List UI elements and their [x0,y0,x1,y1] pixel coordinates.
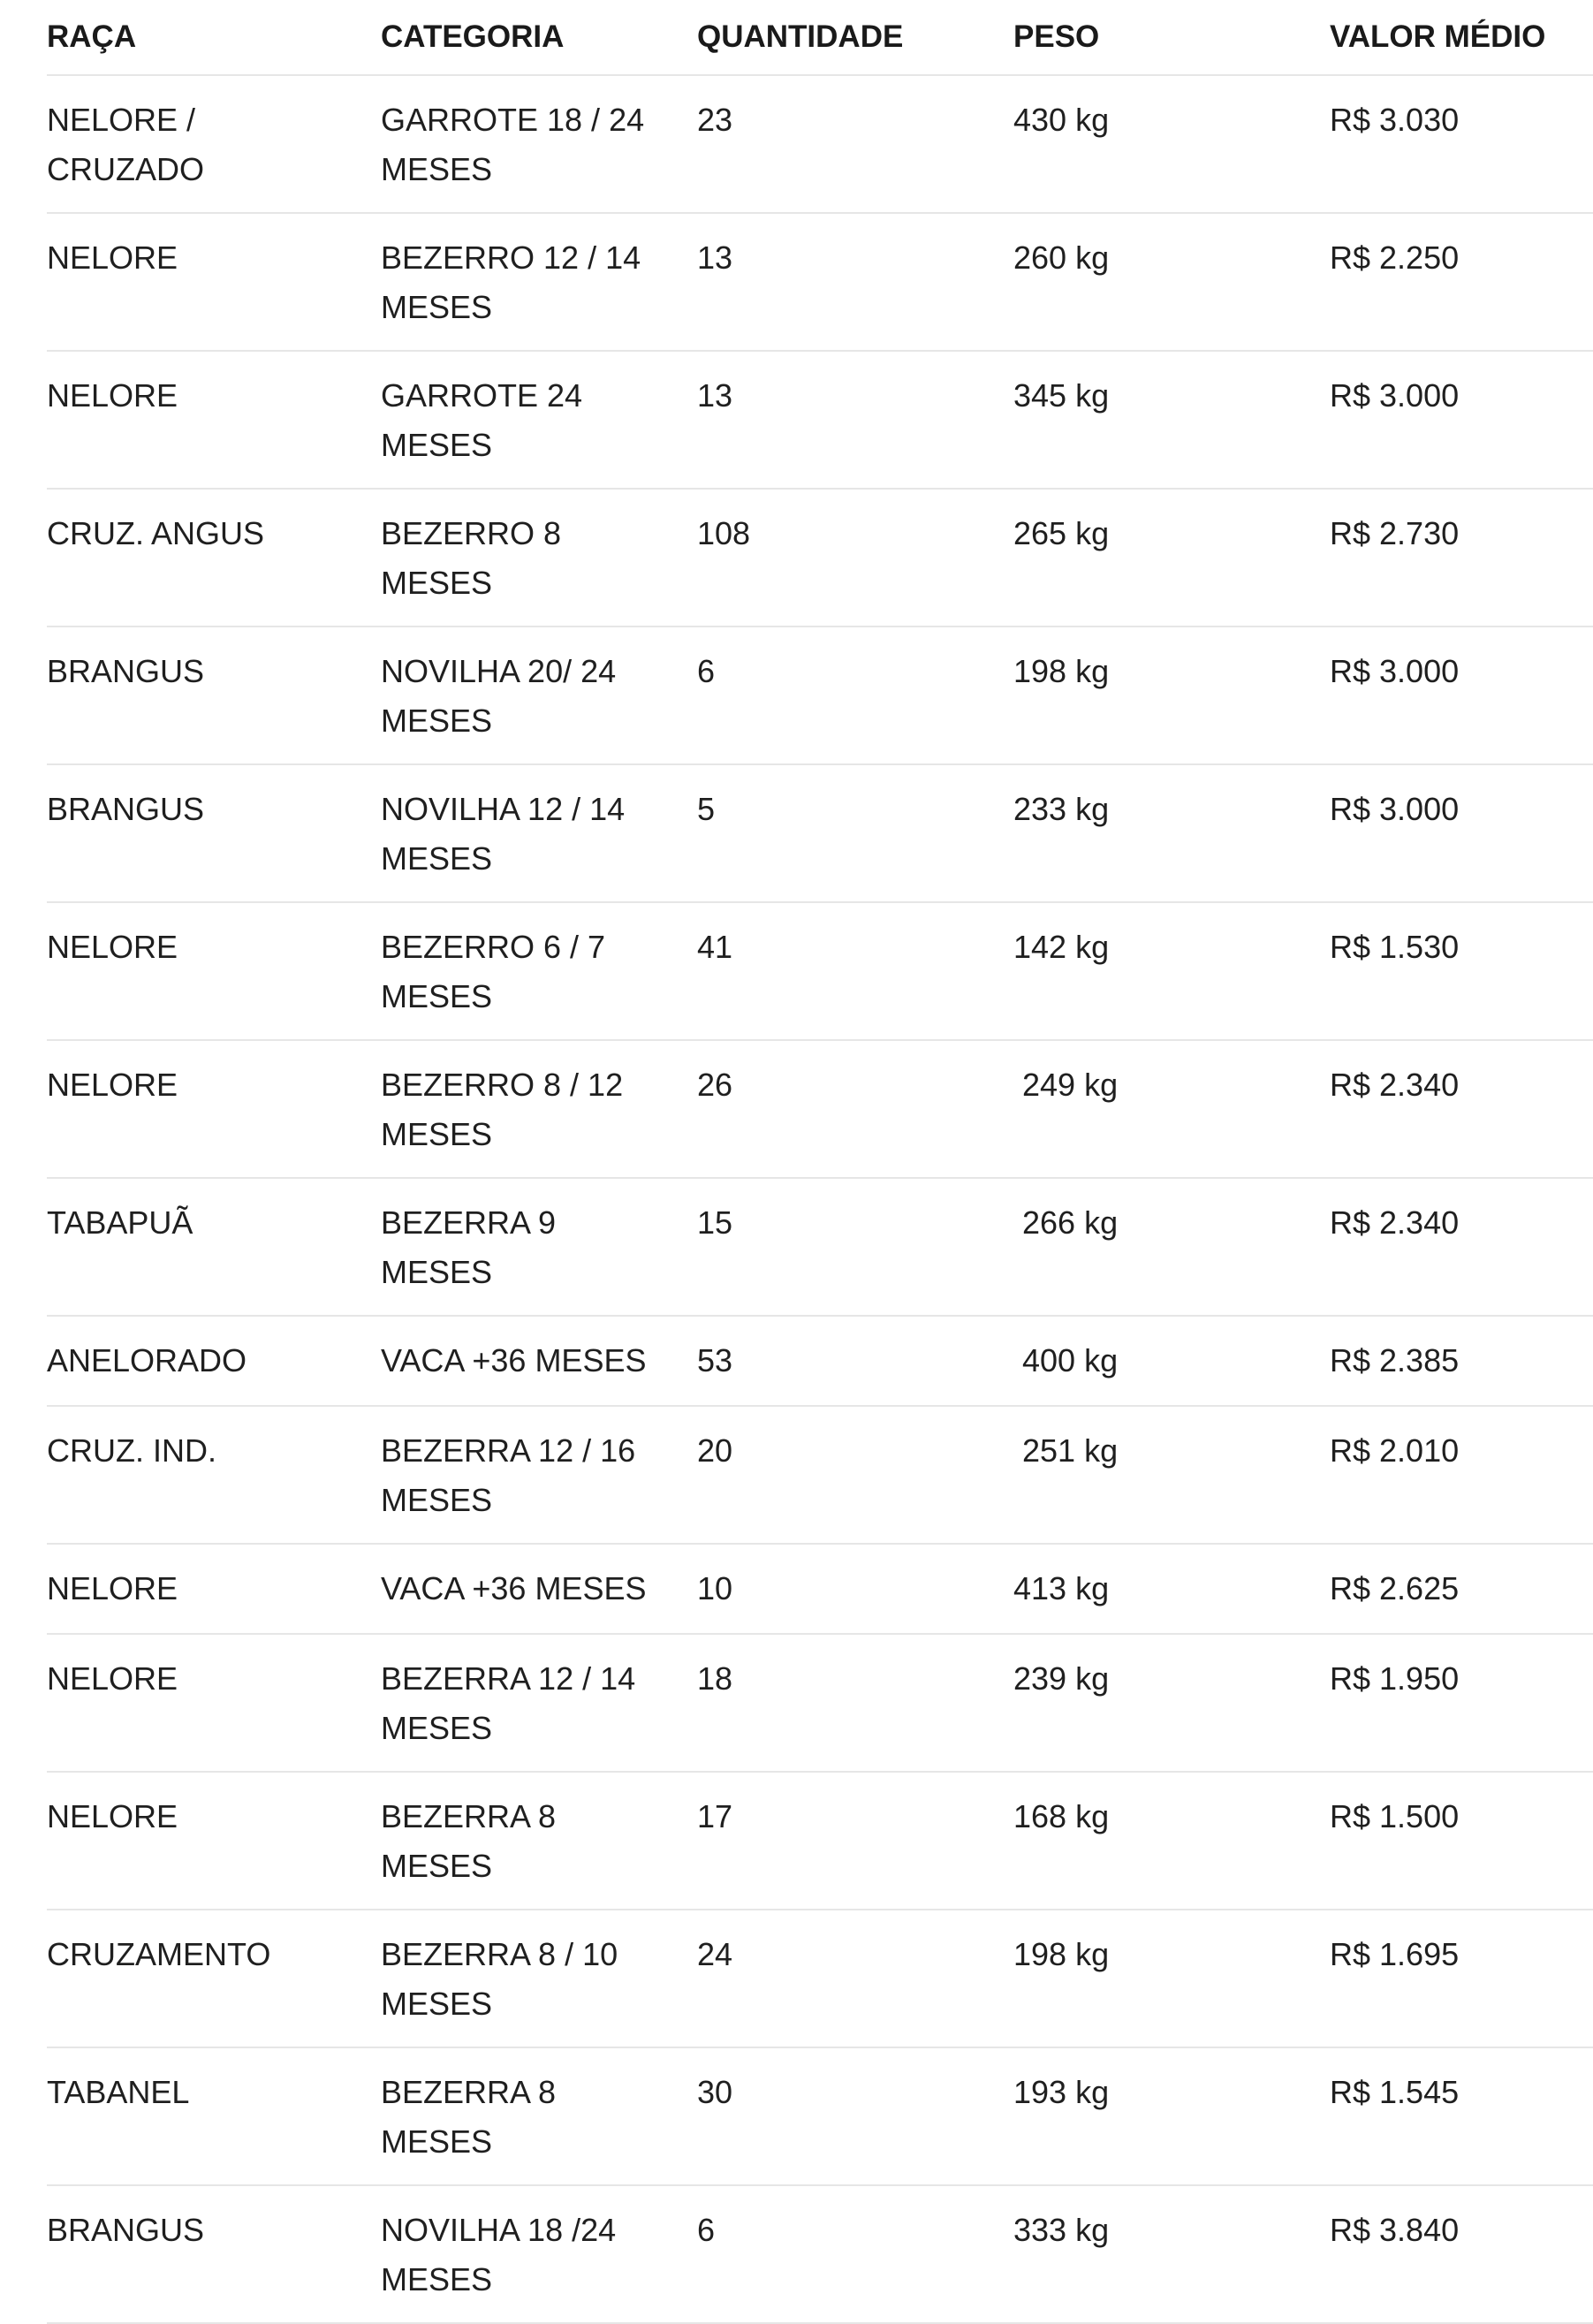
cell-quantidade: 17 [697,1772,1013,1910]
cell-valor: R$ 1.530 [1330,902,1593,1040]
cell-categoria: BEZERRO 12 / 14 MESES [381,213,697,351]
cell-quantidade: 30 [697,2047,1013,2185]
cell-raca: CRUZ. ANGUS [47,489,381,627]
cell-valor: R$ 3.000 [1330,764,1593,902]
cell-categoria: BEZERRA 9 MESES [381,1178,697,1316]
cell-raca: NELORE [47,1634,381,1772]
cell-categoria: NOVILHA 20/ 24 MESES [381,627,697,764]
cell-valor: R$ 1.695 [1330,1910,1593,2047]
cell-peso: 265 kg [1013,489,1330,627]
cell-categoria: VACA +36 MESES [381,1316,697,1406]
table-row [47,902,1593,1040]
cell-peso: 413 kg [1013,1544,1330,1634]
cell-valor: R$ 3.000 [1330,351,1593,489]
cell-raca: NELORE [47,351,381,489]
cell-peso: 400 kg [1013,1316,1330,1406]
cell-peso: 251 kg [1013,1406,1330,1544]
cell-raca: BRANGUS [47,2185,381,2323]
cell-valor: R$ 2.385 [1330,1316,1593,1406]
cell-raca: NELORE [47,1040,381,1178]
cell-peso: 260 kg [1013,213,1330,351]
table-row [47,489,1593,627]
cell-raca: NELORE / CRUZADO [47,75,381,213]
cell-quantidade: 13 [697,351,1013,489]
table-row [47,213,1593,351]
cell-valor: R$ 2.340 [1330,1178,1593,1316]
cell-categoria: BEZERRO 8 MESES [381,489,697,627]
table-body [47,75,1593,2323]
cell-raca: TABANEL [47,2047,381,2185]
cell-quantidade: 18 [697,1634,1013,1772]
cell-categoria: GARROTE 24 MESES [381,351,697,489]
cell-quantidade: 20 [697,1406,1013,1544]
cell-raca: NELORE [47,1544,381,1634]
cell-peso: 168 kg [1013,1772,1330,1910]
cell-categoria: BEZERRA 8 MESES [381,2047,697,2185]
table-row [47,764,1593,902]
cell-peso: 193 kg [1013,2047,1330,2185]
cell-raca: CRUZ. IND. [47,1406,381,1544]
table-row [47,1544,1593,1634]
cell-valor: R$ 1.500 [1330,1772,1593,1910]
cell-peso: 239 kg [1013,1634,1330,1772]
table-row [47,1910,1593,2047]
header-row [47,0,1593,75]
cell-peso: 198 kg [1013,627,1330,764]
cell-raca: NELORE [47,1772,381,1910]
cell-quantidade: 24 [697,1910,1013,2047]
table-row [47,1406,1593,1544]
table-row [47,75,1593,213]
cattle-price-table [47,0,1593,2324]
header-categoria: CATEGORIA [381,0,697,75]
cell-valor: R$ 3.030 [1330,75,1593,213]
header-valor-medio: VALOR MÉDIO [1330,0,1593,75]
cell-valor: R$ 3.000 [1330,627,1593,764]
header-peso: PESO [1013,0,1330,75]
table-row [47,1772,1593,1910]
table-row [47,627,1593,764]
cell-quantidade: 13 [697,213,1013,351]
cell-quantidade: 23 [697,75,1013,213]
table-row [47,2185,1593,2323]
cell-peso: 430 kg [1013,75,1330,213]
table-row [47,1316,1593,1406]
cell-categoria: NOVILHA 12 / 14 MESES [381,764,697,902]
cell-valor: R$ 2.625 [1330,1544,1593,1634]
cell-raca: ANELORADO [47,1316,381,1406]
cell-raca: TABAPUÃ [47,1178,381,1316]
table-row [47,1040,1593,1178]
cell-peso: 249 kg [1013,1040,1330,1178]
cell-peso: 233 kg [1013,764,1330,902]
cell-quantidade: 53 [697,1316,1013,1406]
cell-categoria: BEZERRA 8 / 10 MESES [381,1910,697,2047]
cell-peso: 266 kg [1013,1178,1330,1316]
cell-categoria: NOVILHA 18 /24 MESES [381,2185,697,2323]
cell-categoria: BEZERRO 8 / 12 MESES [381,1040,697,1178]
cell-categoria: BEZERRO 6 / 7 MESES [381,902,697,1040]
cell-categoria: GARROTE 18 / 24 MESES [381,75,697,213]
cell-raca: BRANGUS [47,627,381,764]
cell-peso: 142 kg [1013,902,1330,1040]
table-row [47,351,1593,489]
cell-valor: R$ 2.730 [1330,489,1593,627]
cell-peso: 333 kg [1013,2185,1330,2323]
cell-quantidade: 41 [697,902,1013,1040]
cell-valor: R$ 1.950 [1330,1634,1593,1772]
cell-categoria: BEZERRA 8 MESES [381,1772,697,1910]
cell-raca: BRANGUS [47,764,381,902]
cell-raca: NELORE [47,902,381,1040]
cell-valor: R$ 1.545 [1330,2047,1593,2185]
cell-valor: R$ 2.340 [1330,1040,1593,1178]
table-row [47,2047,1593,2185]
cell-categoria: BEZERRA 12 / 16 MESES [381,1406,697,1544]
cell-valor: R$ 3.840 [1330,2185,1593,2323]
header-raca: RAÇA [47,0,381,75]
cell-quantidade: 15 [697,1178,1013,1316]
cell-raca: NELORE [47,213,381,351]
cell-categoria: VACA +36 MESES [381,1544,697,1634]
cell-quantidade: 6 [697,2185,1013,2323]
cell-quantidade: 10 [697,1544,1013,1634]
cell-quantidade: 5 [697,764,1013,902]
cell-categoria: BEZERRA 12 / 14 MESES [381,1634,697,1772]
header-quantidade: QUANTIDADE [697,0,1013,75]
table-row [47,1634,1593,1772]
cell-quantidade: 6 [697,627,1013,764]
cattle-price-table-container [47,0,1593,2324]
cell-peso: 345 kg [1013,351,1330,489]
table-header [47,0,1593,75]
cell-peso: 198 kg [1013,1910,1330,2047]
cell-valor: R$ 2.250 [1330,213,1593,351]
cell-raca: CRUZAMENTO [47,1910,381,2047]
cell-valor: R$ 2.010 [1330,1406,1593,1544]
cell-quantidade: 108 [697,489,1013,627]
table-row [47,1178,1593,1316]
cell-quantidade: 26 [697,1040,1013,1178]
